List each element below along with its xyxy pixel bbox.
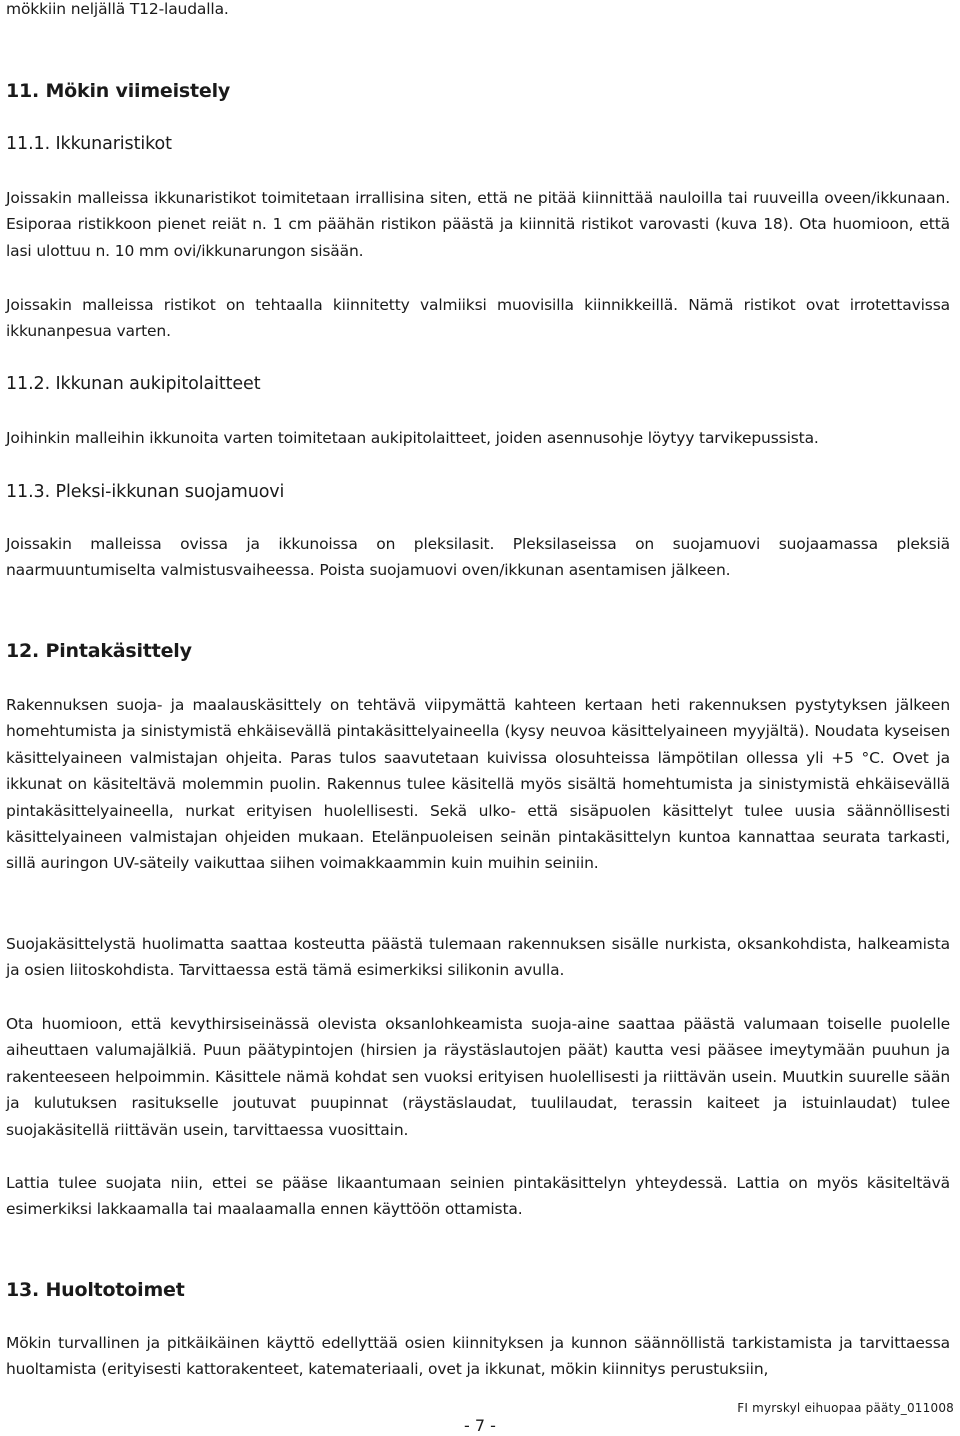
section-12-paragraph-4: Lattia tulee suojata niin, ettei se pääse likaantumaan seinien pintakäsittelyn yhteydessä. Lattia on myös käsiteltävä esimerkiksi lakkaamalla tai maalaamalla ennen käyttöön ottamista. <box>6 1174 950 1219</box>
intro-tail-paragraph: mökkiin neljällä T12-laudalla. <box>6 0 229 18</box>
section-11-1-paragraph-1: Joissakin malleissa ikkunaristikot toimitetaan irrallisina siten, että ne pitää kiinnittää nauloilla tai ruuveilla oveen/ikkunaan. Esiporaa ristikkoon pienet reiät n. 1 cm päähän ristikon päästä ja kiinnitä ristikot varovasti (kuva 18). Ota huomioon, että lasi ulottuu n. 10 mm ovi/ikkunarungon sisään. <box>6 189 950 260</box>
section-12-paragraph-3: Ota huomioon, että kevythirsiseinässä olevista oksanlohkeamista suoja-aine saattaa päästä valumaan toiselle puolelle aiheuttaen valumajälkiä. Puun päätypintojen (hirsien ja räystäslautojen päät) kautta vesi pääsee imeytymään puuhun ja rakenteeseen helpoimmin. Käsittele nämä kohdat sen vuoksi erityisen huolellisesti ja riittävän usein. Muutkin suurelle sään ja kulutuksen rasitukselle joutuvat puupinnat (räystäslaudat, tuulilaudat, terassin kaiteet ja istuinlaudat) tulee suojakäsitellä riittävän usein, tarvittaessa vuosittain. <box>6 1015 950 1139</box>
section-11-heading: 11. Mökin viimeistely <box>6 80 231 102</box>
document-id: FI myrskyl eihuopaa pääty_011008 <box>737 1401 954 1415</box>
section-11-3-heading: 11.3. Pleksi-ikkunan suojamuovi <box>6 482 285 502</box>
section-12-paragraph-1: Rakennuksen suoja- ja maalauskäsittely on tehtävä viipymättä kahteen kertaan heti rakennuksen pystytyksen jälkeen homehtumista ja sinistymistä ehkäisevällä pintakäsittelyaineella (kysy neuvoa käsittelyaineen myyjältä). Noudata kyseisen käsittelyaineen valmistajan ohjeita. Paras tulos saavutetaan kuivissa olosuhteissa lämpötilan ollessa yli +5 °C. Ovet ja ikkunat on käsiteltävä molemmin puolin. Rakennus tulee käsitellä myös sisältä homehtumista ja sinistymistä ehkäisevällä pintakäsittelyaineella, nurkat erityisen huolellisesti. Sekä ulko- että sisäpuolen käsittelyt tulee uusia säännöllisesti käsittelyaineen valmistajan ohjeiden mukaan. Etelänpuoleisen seinän pintakäsittelyn kuntoa kannattaa seurata tarkasti, sillä auringon UV-säteily vaikuttaa siihen voimakkaammin kuin muihin seiniin. <box>6 696 950 873</box>
section-11-1-paragraph-2: Joissakin malleissa ristikot on tehtaalla kiinnitetty valmiiksi muovisilla kiinnikkeillä. Nämä ristikot ovat irrotettavissa ikkunanpesua varten. <box>6 296 950 341</box>
section-11-2-paragraph: Joihinkin malleihin ikkunoita varten toimitetaan aukipitolaitteet, joiden asennusohje löytyy tarvikepussista. <box>6 429 819 447</box>
section-11-2-heading: 11.2. Ikkunan aukipitolaitteet <box>6 374 261 394</box>
section-12-paragraph-2: Suojakäsittelystä huolimatta saattaa kosteutta päästä tulemaan rakennuksen sisälle nurkista, oksankohdista, halkeamista ja osien liitoskohdista. Tarvittaessa estä tämä esimerkiksi silikonin avulla. <box>6 935 950 980</box>
section-12-heading: 12. Pintakäsittely <box>6 640 192 662</box>
section-13-heading: 13. Huoltotoimet <box>6 1279 185 1301</box>
section-13-paragraph: Mökin turvallinen ja pitkäikäinen käyttö edellyttää osien kiinnityksen ja kunnon säännöllistä tarkistamista ja tarvittaessa huoltamista (erityisesti kattorakenteet, katemateriaali, ovet ja ikkunat, mökin kiinnitys perustuksiin, <box>6 1334 950 1379</box>
section-11-1-heading: 11.1. Ikkunaristikot <box>6 134 172 154</box>
page-number: - 7 - <box>464 1416 496 1435</box>
section-11-3-paragraph: Joissakin malleissa ovissa ja ikkunoissa on pleksilasit. Pleksilaseissa on suojamuovi suojaamassa pleksiä naarmuuntumiselta valmistusvaiheessa. Poista suojamuovi oven/ikkunan asentamisen jälkeen. <box>6 535 950 580</box>
